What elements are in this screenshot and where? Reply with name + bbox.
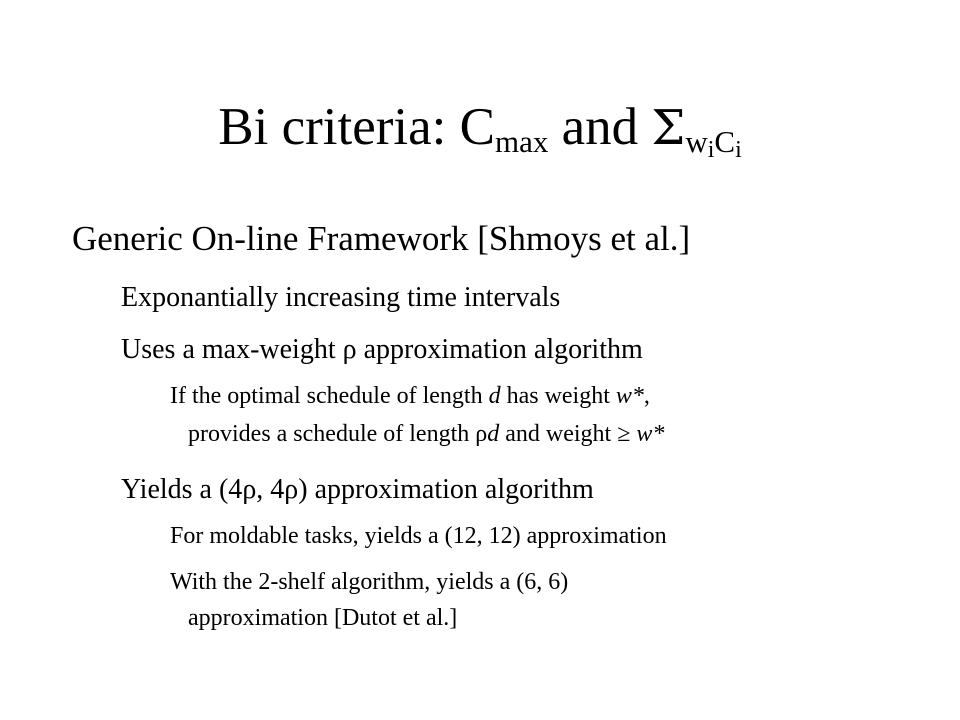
var-w-star: w* xyxy=(636,421,665,447)
title-subscript-max: max xyxy=(494,124,549,159)
bullet-text: provides a schedule of length xyxy=(188,421,476,447)
title-and: and xyxy=(548,98,652,156)
bullet-exponential-intervals: Exponantially increasing time intervals xyxy=(121,282,561,313)
rho-symbol: ρ xyxy=(284,474,299,505)
bullet-text: and weight xyxy=(499,421,618,447)
subbullet-moldable-tasks: For moldable tasks, yields a (12, 12) approximation xyxy=(170,523,667,549)
bullet-text: If the optimal schedule of length xyxy=(170,383,489,409)
subbullet-optimal-schedule-line1 xyxy=(170,380,650,412)
heading-generic-framework: Generic On-line Framework [Shmoys et al.] xyxy=(72,219,691,258)
title-sub-i2: i xyxy=(735,137,742,163)
bullet-text: approximation algorithm xyxy=(356,334,643,365)
title-sub-c: C xyxy=(714,124,736,159)
title-sigma: Σ xyxy=(651,100,686,156)
subbullet-two-shelf-line1: With the 2-shelf algorithm, yields a (6, 6) xyxy=(170,569,569,595)
slide-title xyxy=(0,92,960,163)
rho-symbol: ρ xyxy=(342,334,357,365)
title-sub-w: w xyxy=(685,124,708,159)
subbullet-two-shelf-line2: approximation [Dutot et al.] xyxy=(188,605,458,631)
var-d: d xyxy=(488,383,501,409)
rho-symbol: ρ xyxy=(242,474,257,505)
bullet-text: Yields a (4 xyxy=(121,474,243,505)
bullet-text: , xyxy=(643,383,650,409)
bullet-text: has weight xyxy=(500,383,616,409)
rho-symbol: ρ xyxy=(475,421,488,447)
bullet-text: ) approximation algorithm xyxy=(298,474,594,505)
var-w-star: w* xyxy=(615,383,644,409)
bullet-max-weight-algorithm xyxy=(121,330,643,370)
geq-symbol: ≥ xyxy=(617,421,631,447)
title-sub-i1: i xyxy=(707,137,715,163)
title-subscript-sum xyxy=(685,124,742,163)
var-d: d xyxy=(487,421,500,447)
bullet-text: Uses a max-weight xyxy=(121,334,343,365)
bullet-text: , 4 xyxy=(256,474,285,505)
bullet-yields-approximation xyxy=(121,470,594,510)
title-prefix: Bi criteria: C xyxy=(218,98,495,156)
subbullet-optimal-schedule-line2 xyxy=(188,418,664,450)
